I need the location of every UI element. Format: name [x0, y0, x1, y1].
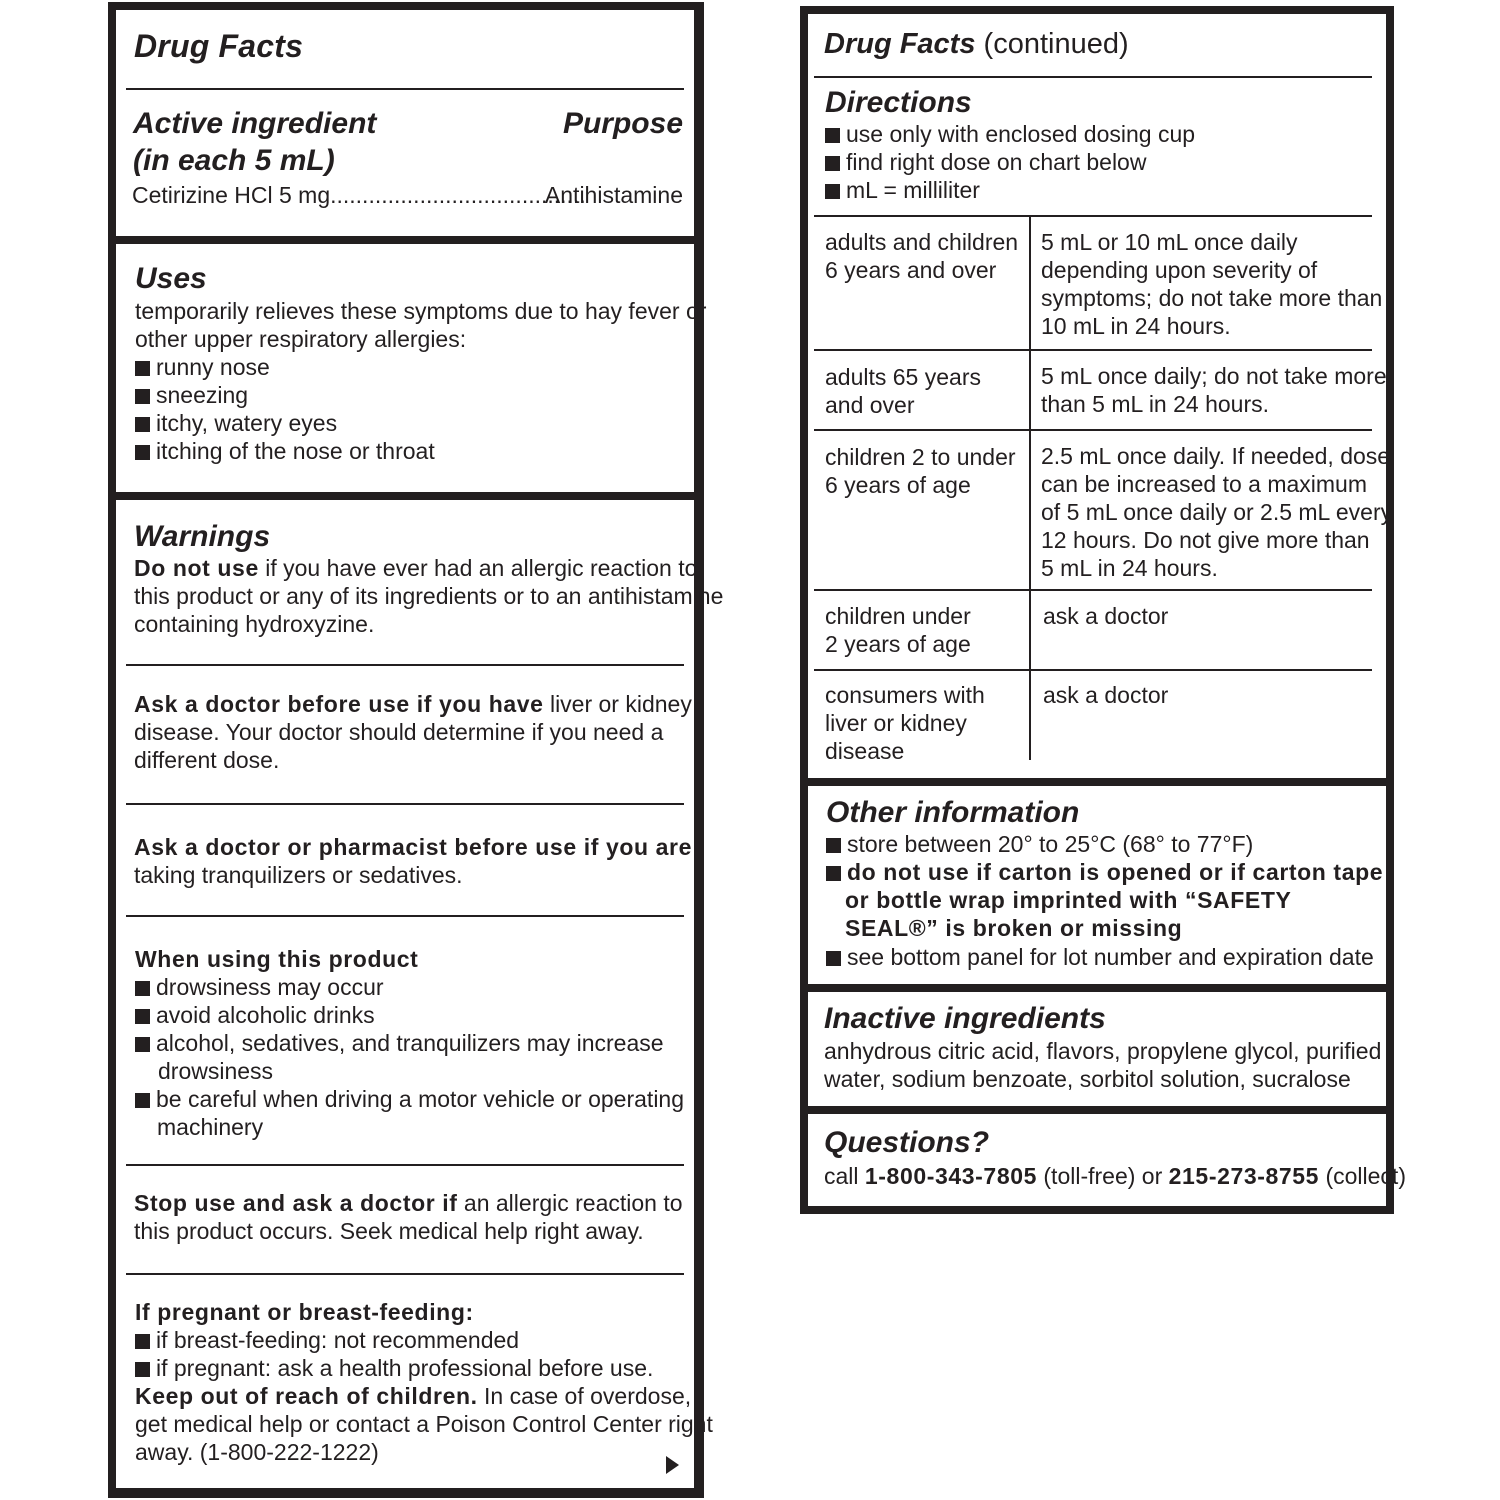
- purpose-heading: Purpose: [562, 107, 683, 140]
- keep-out-line: away. (1-800-222-1222): [135, 1439, 379, 1465]
- do-not-use-line: this product or any of its ingredients or to an antihistamine: [134, 583, 724, 609]
- inactive-ingredients-box: [808, 992, 1386, 1106]
- continued-title: Drug Facts (continued): [824, 28, 1129, 60]
- table-row-rule: [814, 589, 1372, 591]
- other-item: store between 20° to 25°C (68° to 77°F): [826, 830, 1253, 858]
- ingredient-name: Cetirizine HCl 5 mg: [132, 182, 331, 208]
- stop-use-line: this product occurs. Seek medical help right away.: [134, 1218, 644, 1244]
- other-information-box: [808, 786, 1386, 984]
- keep-out-line: get medical help or contact a Poison Control Center right: [135, 1411, 713, 1437]
- uses-heading: Uses: [135, 262, 207, 295]
- when-using-heading: When using this product: [135, 946, 419, 972]
- divider: [126, 1273, 684, 1275]
- continue-arrow-icon: [666, 1456, 679, 1474]
- divider: [126, 915, 684, 917]
- questions-heading: Questions?: [824, 1126, 990, 1159]
- drug-facts-title: Drug Facts: [134, 28, 304, 64]
- directions-box: Drug Facts (continued) Directions use only with enclosed dosing cup find right dose on chart below mL = milliliter adults and children 6 years and over 5 mL or 10 mL once daily depending upon severity of symptoms; do not take more than 10 mL in 24 hours. adults 65 years and over 5 mL once daily; do not take more than 5 mL in 24 hours. children 2 to under 6 years of age 2.5 mL once daily. If needed, dose can be increased to a maximum of 5 mL once daily or 2.5 mL every 12 hours. Do not give more than 5 mL in 24 hours. children under 2 years of age ask a doctor consumers with liver or kidney disease ask a doctor: [808, 14, 1386, 778]
- other-information-heading: Other information: [826, 796, 1080, 829]
- table-row-rule: [814, 429, 1372, 431]
- divider: [126, 664, 684, 666]
- do-not-use-line: containing hydroxyzine.: [134, 611, 375, 637]
- questions-box: [808, 1114, 1406, 1206]
- warnings-box: [116, 500, 724, 1488]
- table-row-rule: [814, 669, 1372, 671]
- ask-doctor-line: different dose.: [134, 747, 280, 773]
- active-ingredient-box: [116, 10, 694, 236]
- when-using-item: be careful when driving a motor vehicle or operating: [135, 1085, 684, 1113]
- when-using-item-cont: machinery: [157, 1114, 264, 1140]
- uses-intro-1: temporarily relieves these symptoms due to hay fever or: [135, 298, 707, 324]
- when-using-item: avoid alcoholic drinks: [135, 1001, 375, 1029]
- pregnant-item: if breast-feeding: not recommended: [135, 1326, 519, 1354]
- do-not-use-line: Do not use if you have ever had an allergic reaction to: [134, 555, 698, 581]
- uses-item: itchy, watery eyes: [135, 409, 337, 437]
- ask-pharmacist-line: taking tranquilizers or sedatives.: [134, 862, 463, 888]
- ask-doctor-line: Ask a doctor before use if you have liver or kidney: [134, 691, 692, 717]
- ingredient-purpose: Antihistamine: [544, 182, 683, 208]
- uses-intro-2: other upper respiratory allergies:: [135, 326, 467, 352]
- uses-item: runny nose: [135, 353, 270, 381]
- toll-free-number[interactable]: 1-800-343-7805: [864, 1163, 1037, 1189]
- keep-out-line: Keep out of reach of children. In case of overdose,: [135, 1383, 692, 1409]
- stop-use-line: Stop use and ask a doctor if an allergic reaction to: [134, 1190, 683, 1216]
- leader-dots: ........................................: [330, 182, 586, 208]
- uses-item: sneezing: [135, 381, 248, 409]
- warnings-heading: Warnings: [134, 520, 271, 553]
- uses-box: [116, 244, 707, 492]
- other-item-bold-cont: or bottle wrap imprinted with “SAFETY: [845, 887, 1292, 913]
- active-ingredient-subheading: (in each 5 mL): [133, 144, 335, 177]
- collect-number[interactable]: 215-273-8755: [1168, 1163, 1320, 1189]
- directions-item: find right dose on chart below: [825, 148, 1146, 176]
- ask-doctor-line: disease. Your doctor should determine if you need a: [134, 719, 664, 745]
- table-row-rule: [814, 349, 1372, 351]
- pregnant-item: if pregnant: ask a health professional before use.: [135, 1354, 653, 1382]
- ingredient-row: [132, 181, 586, 209]
- directions-item: use only with enclosed dosing cup: [825, 120, 1195, 148]
- divider: [126, 1164, 684, 1166]
- other-item-bold-cont: SEAL®” is broken or missing: [845, 915, 1183, 941]
- other-item-bold: do not use if carton is opened or if carton tape: [826, 858, 1383, 886]
- divider: [126, 88, 684, 90]
- divider: [814, 76, 1372, 78]
- pregnant-heading: If pregnant or breast-feeding:: [135, 1299, 474, 1325]
- inactive-ingredients-heading: Inactive ingredients: [824, 1002, 1106, 1035]
- table-column-divider: [1029, 215, 1031, 760]
- table-top-rule: [814, 215, 1372, 217]
- inactive-ingredients-line: anhydrous citric acid, flavors, propylene glycol, purified: [824, 1038, 1382, 1064]
- active-ingredient-heading: Active ingredient: [133, 107, 377, 140]
- when-using-item: alcohol, sedatives, and tranquilizers may increase: [135, 1029, 664, 1057]
- other-item: see bottom panel for lot number and expiration date: [826, 943, 1374, 971]
- when-using-item-cont: drowsiness: [158, 1058, 274, 1084]
- directions-heading: Directions: [825, 86, 972, 119]
- questions-phone-line: call 1-800-343-7805 (toll-free) or 215-273-8755 (collect): [824, 1163, 1406, 1189]
- divider: [126, 803, 684, 805]
- uses-item: itching of the nose or throat: [135, 437, 435, 465]
- when-using-item: drowsiness may occur: [135, 973, 384, 1001]
- directions-item: mL = milliliter: [825, 176, 980, 204]
- ask-pharmacist-heading: Ask a doctor or pharmacist before use if you are: [134, 834, 692, 860]
- inactive-ingredients-line: water, sodium benzoate, sorbitol solution, sucralose: [824, 1066, 1351, 1092]
